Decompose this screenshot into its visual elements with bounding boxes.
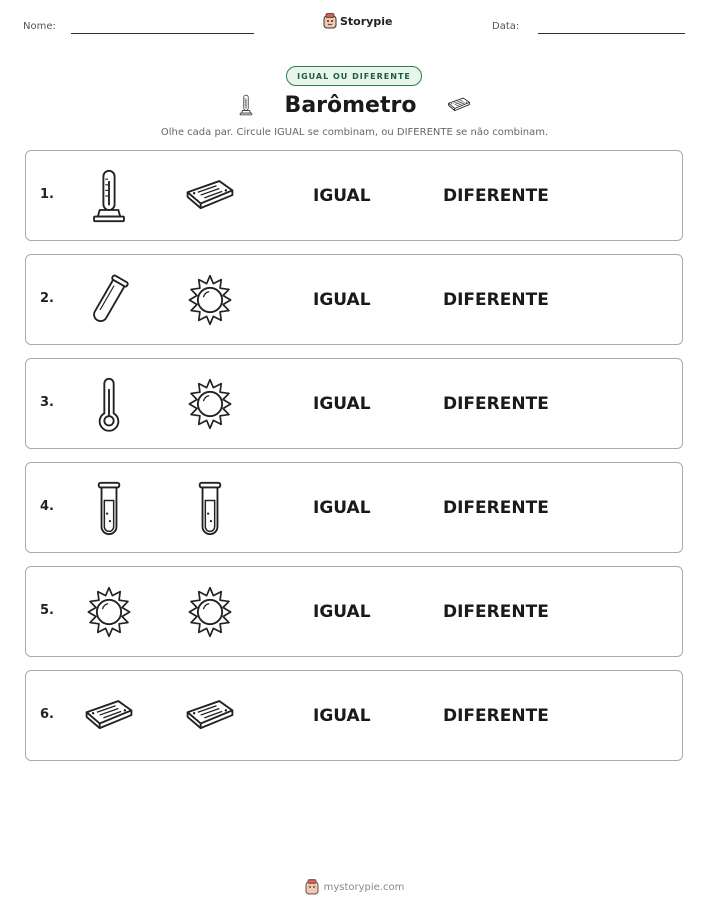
exercise-row-5 bbox=[25, 566, 683, 657]
option-different[interactable]: DIFERENTE bbox=[443, 186, 549, 206]
instructions: Olhe cada par. Circule IGUAL se combinam, ou DIFERENTE se não combinam. bbox=[160, 127, 549, 138]
option-different[interactable]: DIFERENTE bbox=[443, 706, 549, 726]
storypie-mascot-icon bbox=[305, 879, 319, 895]
row-number: 3. bbox=[40, 395, 54, 410]
page-title: Barômetro bbox=[284, 92, 417, 118]
option-same[interactable]: IGUAL bbox=[313, 498, 371, 518]
option-same[interactable]: IGUAL bbox=[313, 706, 371, 726]
tablet-plate-icon bbox=[444, 92, 474, 118]
brand-name: Storypie bbox=[340, 14, 393, 28]
row-number: 5. bbox=[40, 603, 54, 618]
exercise-row-6 bbox=[25, 670, 683, 761]
option-same[interactable]: IGUAL bbox=[313, 394, 371, 414]
sun-icon bbox=[81, 584, 137, 640]
footer-url[interactable]: mystorypie.com bbox=[323, 881, 405, 893]
tablet-plate-icon bbox=[81, 688, 137, 744]
date-label: Data: bbox=[492, 21, 520, 32]
sun-icon bbox=[182, 584, 238, 640]
row-number: 1. bbox=[40, 187, 54, 202]
option-same[interactable]: IGUAL bbox=[313, 186, 371, 206]
standing-thermometer-icon bbox=[235, 91, 257, 119]
thermometer-icon bbox=[81, 376, 137, 432]
sun-icon bbox=[182, 376, 238, 432]
option-same[interactable]: IGUAL bbox=[313, 290, 371, 310]
tablet-plate-icon bbox=[182, 688, 238, 744]
standing-thermometer-icon bbox=[81, 168, 137, 224]
option-same[interactable]: IGUAL bbox=[313, 602, 371, 622]
test-tube-icon bbox=[81, 272, 137, 328]
name-label: Nome: bbox=[23, 21, 56, 32]
sun-icon bbox=[182, 272, 238, 328]
liquid-tube-icon bbox=[81, 480, 137, 536]
exercise-row-4 bbox=[25, 462, 683, 553]
option-different[interactable]: DIFERENTE bbox=[443, 498, 549, 518]
title-row bbox=[0, 91, 709, 119]
option-different[interactable]: DIFERENTE bbox=[443, 290, 549, 310]
brand-logo bbox=[323, 13, 392, 29]
option-different[interactable]: DIFERENTE bbox=[443, 602, 549, 622]
exercise-row-1 bbox=[25, 150, 683, 241]
exercise-row-3 bbox=[25, 358, 683, 449]
name-line[interactable] bbox=[71, 33, 254, 34]
row-number: 4. bbox=[40, 499, 54, 514]
footer bbox=[0, 879, 709, 895]
row-number: 2. bbox=[40, 291, 54, 306]
row-number: 6. bbox=[40, 707, 54, 722]
activity-badge: IGUAL OU DIFERENTE bbox=[286, 66, 422, 86]
option-different[interactable]: DIFERENTE bbox=[443, 394, 549, 414]
liquid-tube-icon bbox=[182, 480, 238, 536]
tablet-plate-icon bbox=[182, 168, 238, 224]
storypie-mascot-icon bbox=[323, 13, 337, 29]
date-line[interactable] bbox=[538, 33, 685, 34]
exercise-row-2 bbox=[25, 254, 683, 345]
